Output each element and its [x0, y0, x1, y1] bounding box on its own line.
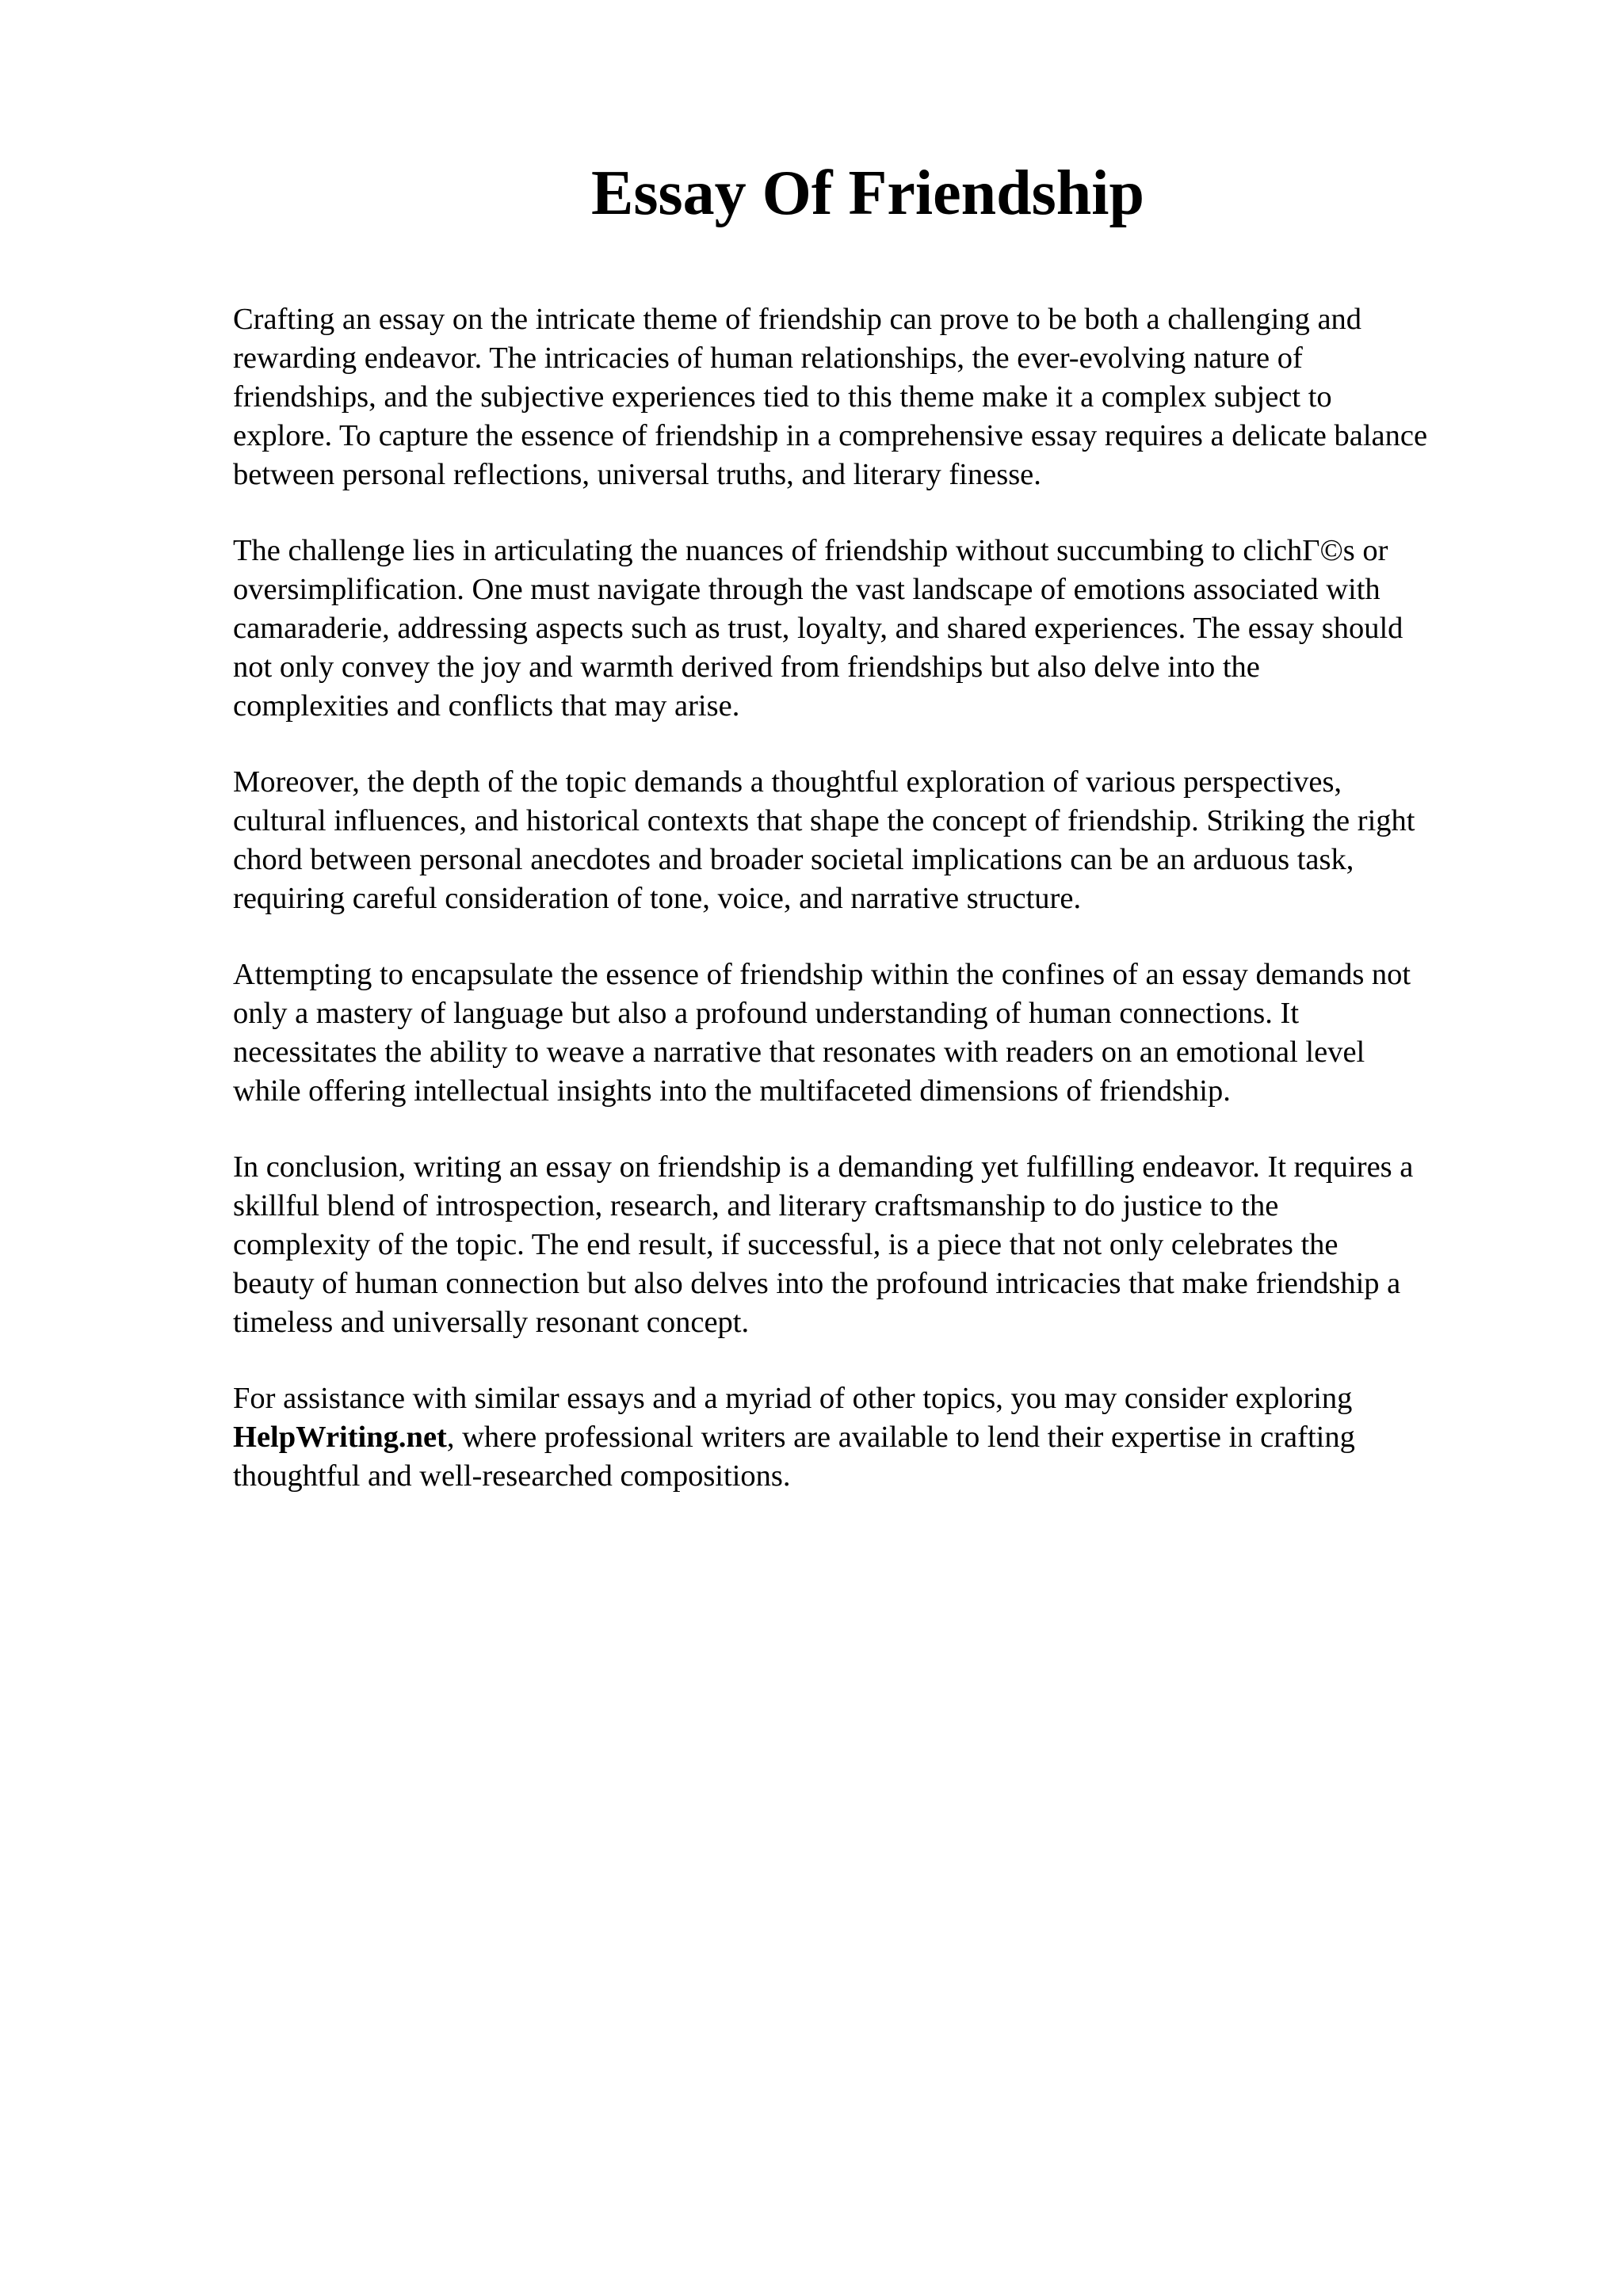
paragraph-line: explore. To capture the essence of friendship in a comprehensive essay requires a delicate balance: [233, 419, 1428, 452]
paragraph-line: chord between personal anecdotes and broader societal implications can be an arduous task,: [233, 843, 1354, 876]
paragraph-3: [233, 763, 1533, 918]
paragraph-line: skillful blend of introspection, research, and literary craftsmanship to do justice to the: [233, 1189, 1279, 1222]
helpwriting-link[interactable]: HelpWriting.net: [233, 1421, 447, 1454]
paragraph-line: Attempting to encapsulate the essence of friendship within the confines of an essay demands not: [233, 958, 1411, 991]
paragraph-line: beauty of human connection but also delves into the profound intricacies that make friendship a: [233, 1267, 1401, 1300]
paragraph-line: not only convey the joy and warmth derived from friendships but also delve into the: [233, 650, 1260, 684]
closing-paragraph: [233, 1379, 1533, 1496]
paragraph-line: requiring careful consideration of tone, voice, and narrative structure.: [233, 882, 1082, 915]
paragraph-line: between personal reflections, universal truths, and literary finesse.: [233, 458, 1041, 491]
paragraph-line: friendships, and the subjective experiences tied to this theme make it a complex subject to: [233, 380, 1332, 414]
paragraph-line: For assistance with similar essays and a myriad of other topics, you may consider exploring: [233, 1382, 1353, 1415]
paragraph-line: camaraderie, addressing aspects such as trust, loyalty, and shared experiences. The essay should: [233, 612, 1403, 645]
paragraph-line: cultural influences, and historical contexts that shape the concept of friendship. Striking the right: [233, 804, 1415, 837]
paragraph-line: thoughtful and well-researched compositions.: [233, 1459, 791, 1493]
paragraph-line: complexities and conflicts that may arise.: [233, 689, 740, 723]
paragraph-line: In conclusion, writing an essay on friendship is a demanding yet fulfilling endeavor. It requires a: [233, 1150, 1414, 1184]
paragraph-line: oversimplification. One must navigate through the vast landscape of emotions associated with: [233, 573, 1381, 606]
essay-body: [233, 300, 1533, 1533]
paragraph-line: only a mastery of language but also a profound understanding of human connections. It: [233, 997, 1300, 1030]
paragraph-line: [233, 1418, 1533, 1457]
paragraph-line: complexity of the topic. The end result, if successful, is a piece that not only celebrates the: [233, 1228, 1338, 1261]
paragraph-line: necessitates the ability to weave a narrative that resonates with readers on an emotional level: [233, 1035, 1365, 1069]
paragraph-line: rewarding endeavor. The intricacies of human relationships, the ever-evolving nature of: [233, 341, 1303, 375]
paragraph-line: Moreover, the depth of the topic demands a thoughtful exploration of various perspectives,: [233, 765, 1342, 799]
paragraph-line: The challenge lies in articulating the nuances of friendship without succumbing to clichΓ©s or: [233, 534, 1388, 567]
paragraph-line: timeless and universally resonant concept.: [233, 1306, 750, 1339]
paragraph-2: [233, 532, 1533, 726]
paragraph-1: [233, 300, 1533, 494]
paragraph-5: [233, 1148, 1533, 1342]
paragraph-line: while offering intellectual insights into the multifaceted dimensions of friendship.: [233, 1074, 1231, 1108]
paragraph-4: [233, 955, 1533, 1111]
paragraph-line-rest: , where professional writers are available to lend their expertise in crafting: [446, 1421, 1355, 1454]
paragraph-line: Crafting an essay on the intricate theme of friendship can prove to be both a challenging and: [233, 303, 1362, 336]
page-title: Essay Of Friendship: [591, 158, 1144, 228]
